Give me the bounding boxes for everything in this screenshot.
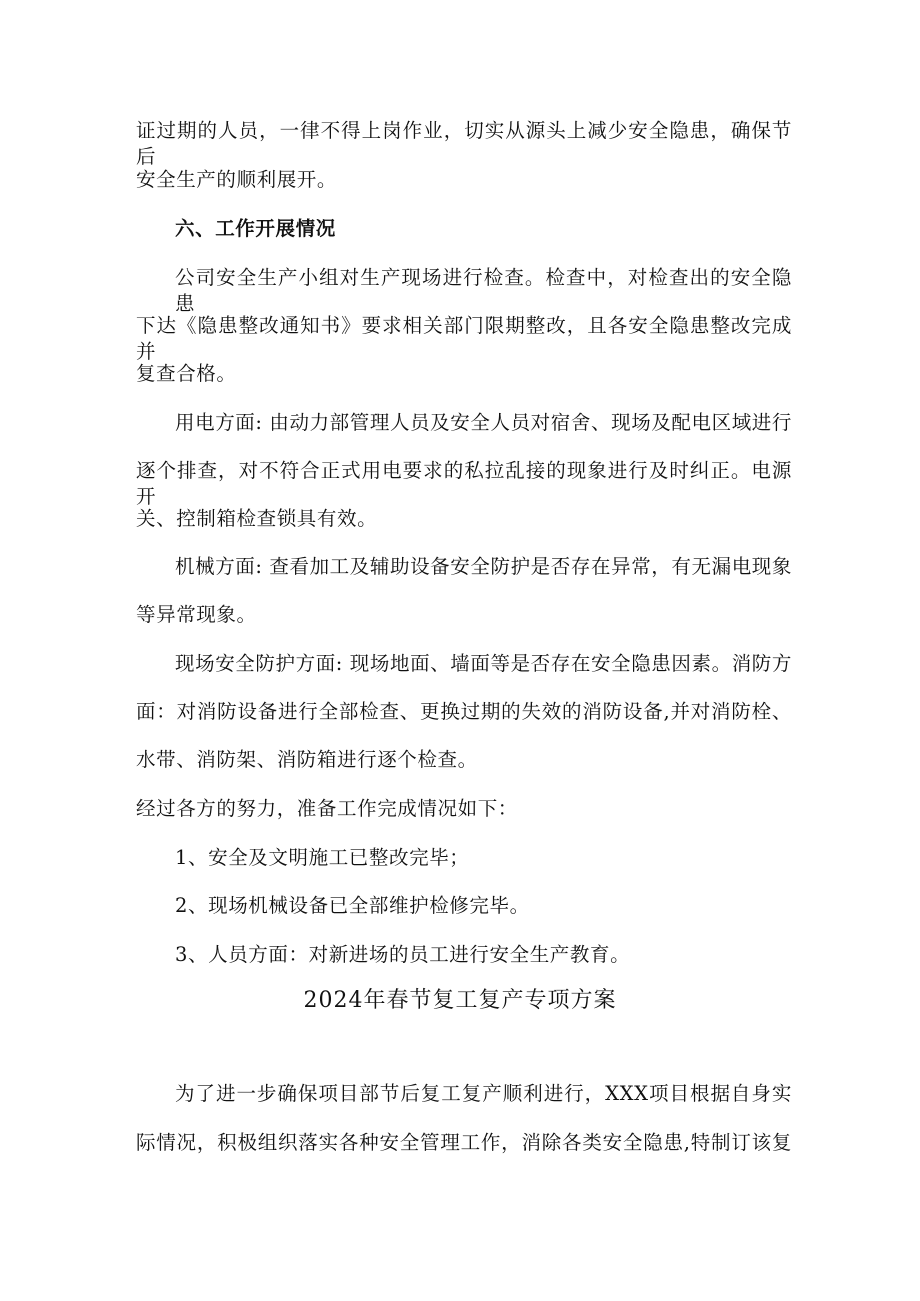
paragraph-line: 机械方面: 查看加工及辅助设备安全防护是否存在异常，有无漏电现象 <box>175 555 792 578</box>
paragraph-line: 水带、消防架、消防箱进行逐个检查。 <box>136 748 478 771</box>
paragraph-line: 证过期的人员，一律不得上岗作业，切实从源头上减少安全隐患，确保节后 <box>136 119 792 168</box>
paragraph-line: 际情况，积极组织落实各种安全管理工作，消除各类安全隐患,特制订该复 <box>136 1131 792 1154</box>
list-item: 1、安全及文明施工已整改完毕； <box>175 846 470 869</box>
paragraph-line: 现场安全防护方面: 现场地面、墙面等是否存在安全隐患因素。消防方 <box>175 652 792 675</box>
paragraph-line: 安全生产的顺利展开。 <box>136 168 338 191</box>
list-item: 3、人员方面：对新进场的员工进行安全生产教育。 <box>175 943 631 966</box>
paragraph-line: 等异常现象。 <box>136 603 257 626</box>
paragraph-line: 用电方面: 由动力部管理人员及安全人员对宿舍、现场及配电区域进行 <box>175 411 792 434</box>
paragraph-line: 公司安全生产小组对生产现场进行检查。检查中，对检查出的安全隐患 <box>175 266 792 315</box>
paragraph-line: 为了进一步确保项目部节后复工复产顺利进行，XXX项目根据自身实 <box>175 1082 792 1105</box>
paragraph-line: 逐个排查，对不符合正式用电要求的私拉乱接的现象进行及时纠正。电源开 <box>136 459 792 508</box>
paragraph-line: 关、控制箱检查锁具有效。 <box>136 507 378 530</box>
paragraph-line: 面：对消防设备进行全部检查、更换过期的失效的消防设备,并对消防栓、 <box>136 700 792 723</box>
section-heading: 六、工作开展情况 <box>175 217 336 240</box>
paragraph-line: 下达《隐患整改通知书》要求相关部门限期整改，且各安全隐患整改完成并 <box>136 314 792 363</box>
paragraph-line: 经过各方的努力，准备工作完成情况如下： <box>136 797 518 820</box>
paragraph-line: 复查合格。 <box>136 362 237 385</box>
list-item: 2、现场机械设备已全部维护检修完毕。 <box>175 894 530 917</box>
document-title: 2024年春节复工复产专项方案 <box>303 988 617 1013</box>
